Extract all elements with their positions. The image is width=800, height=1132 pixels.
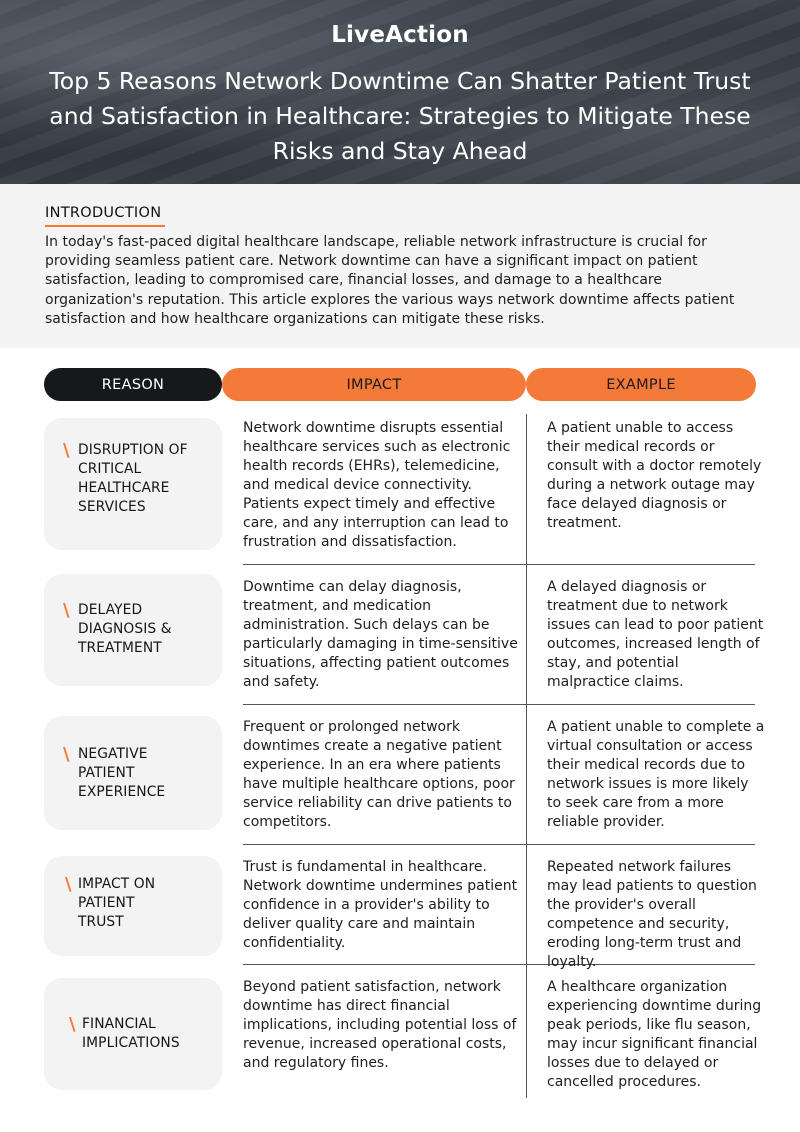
slash-icon: \ [63,600,70,621]
row-divider [243,844,755,845]
liveaction-logo: LiveAction [331,22,469,48]
slash-icon: \ [63,744,70,765]
heading-underline [45,225,165,227]
reason-label: DELAYED DIAGNOSIS & TREATMENT [78,602,172,656]
row-divider [243,564,755,565]
slash-icon: \ [65,874,72,895]
impact-text: Network downtime disrupts essential healthcare services such as electronic health records (EHRs), telemedicine, and medical device connectivity. Patients expect timely and effective care, and any interruption can lead to frustration and dissatisfaction. [243,420,511,550]
slash-icon: \ [69,1014,76,1035]
impact-text: Downtime can delay diagnosis, treatment, and medication administration. Such delays can be particularly damaging in time-sensitive situations, affecting patient outcomes and safety. [243,579,518,690]
reason-card [44,716,222,830]
example-text: A healthcare organization experiencing downtime during peak periods, like flu season, may incur significant financial losses due to delayed or cancelled procedures. [547,979,762,1090]
reason-label: NEGATIVE PATIENT EXPERIENCE [78,746,166,800]
reason-label: FINANCIAL IMPLICATIONS [82,1016,180,1051]
example-text: A delayed diagnosis or treatment due to network issues can lead to poor patient outcomes, increased length of stay, and potential malpractice claims. [547,579,764,690]
page-title: Top 5 Reasons Network Downtime Can Shatter Patient Trust and Satisfaction in Healthcare: Strategies to Mitigate These Risks and Stay Ahead [49,67,751,165]
example-text: A patient unable to access their medical records or consult with a doctor remotely during a network outage may face delayed diagnosis or treatment. [547,420,762,531]
slash-icon: \ [63,440,70,461]
column-header-impact: IMPACT [222,368,526,401]
hero-banner [0,0,800,184]
row-divider [243,704,755,705]
reason-label: IMPACT ON PATIENT TRUST [78,876,156,930]
example-text: A patient unable to complete a virtual consultation or access their medical records due to network issues is more likely to seek care from a more reliable provider. [547,719,765,830]
reason-card [44,978,222,1090]
column-divider [526,414,527,1098]
reason-label: DISRUPTION OF CRITICAL HEALTHCARE SERVICES [78,442,188,515]
impact-text: Beyond patient satisfaction, network downtime has direct financial implications, including potential loss of revenue, increased operational costs, and regulatory fines. [243,979,517,1071]
example-text: Repeated network failures may lead patients to question the provider's overall competence and security, eroding long-term trust and loyalty. [547,859,757,970]
reason-card [44,856,222,956]
reason-card [44,418,222,550]
column-header-example: EXAMPLE [526,368,756,401]
introduction-heading: INTRODUCTION [45,205,162,221]
impact-text: Trust is fundamental in healthcare. Network downtime undermines patient confidence in a provider's ability to deliver quality care and maintain confidentiality. [243,859,518,951]
reason-card [44,574,222,686]
introduction-body: In today's fast-paced digital healthcare landscape, reliable network infrastructure is crucial for providing seamless patient care. Network downtime can have a significant impact on patient satisfaction, leading to compromised care, financial losses, and damage to a healthcare organization's reputation. This article explores the various ways network downtime affects patient satisfaction and how healthcare organizations can mitigate these risks. [45,234,735,327]
introduction-section [0,184,800,348]
column-header-reason: REASON [44,368,222,401]
impact-text: Frequent or prolonged network downtimes create a negative patient experience. In an era where patients have multiple healthcare options, poor service reliability can drive patients to competitors. [243,719,515,830]
